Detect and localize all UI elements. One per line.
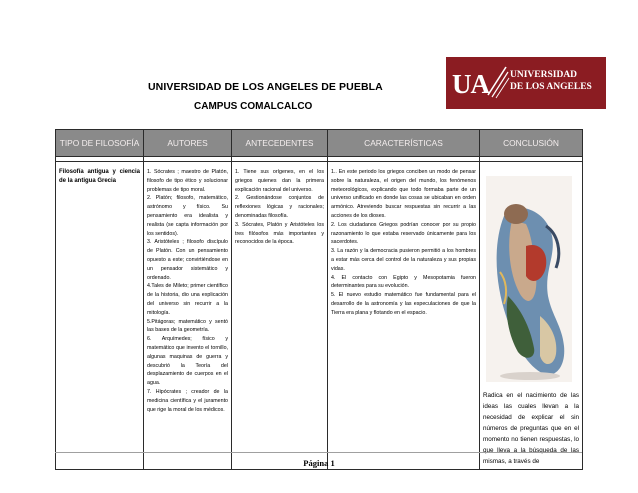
conclusion-text: Radica en el nacimiento de las ideas las cuales llevan a la necesidad de explicar el sin números de preguntas que en el momento no tienen respuestas, lo que lleva a la búsqueda de las mismas, a través de (483, 392, 579, 465)
column-header-caracteristicas: CARACTERÍSTICAS (328, 130, 480, 157)
conclusion-illustration (483, 168, 579, 378)
philosophy-table (55, 129, 583, 470)
caracteristica-item: 5. El nuevo estudio matemático fue fundamental para el desarrollo de la astronomía y las especulaciones de que la Tierra era plana y flotando en el espacio. (331, 292, 476, 316)
cell-antecedentes (232, 162, 328, 470)
caracteristica-item: 3. La razón y la democracia pusieron permitió a los hombres a estar más cerca del control de la naturaleza y sus propias vidas. (331, 248, 476, 272)
university-title: UNIVERSIDAD DE LOS ANGELES DE PUEBLA (148, 81, 383, 93)
caracteristica-item: 2. Los ciudadanos Griegos podrían conocer por su propio razonamiento lo que estaba reservado únicamente para los sacerdotes. (331, 221, 476, 246)
antecedente-item: 2. Gestionándose conjuntos de reflexiones lógicas y racionales; denominadas filosofía. (235, 195, 324, 219)
autor-item: 2. Platón; filosofo, matemático, astrónomo y físico. Su pensamiento era idealista y realista (se capta información por los sentidos). (147, 195, 228, 237)
autor-item: 6. Arquímedes; físico y matemático que invento el tornillo, algunas maquinas de guerra y descubrió la Teoría del desplazamiento de cuerpos en el agua. (147, 336, 228, 387)
column-header-autores: AUTORES (144, 130, 232, 157)
column-header-antecedentes: ANTECEDENTES (232, 130, 328, 157)
footer-divider (55, 452, 582, 453)
caracteristica-item: 1.. En este periodo los griegos conciben un modo de pensar sobre la naturaleza, el origen del mundo, los fenómenos meteorológicos, explicando que todo formaba parte de un universo unificado en donde las cosas se ubicaban en orden armónico. Atreviendo buscar respuestas sin recurrir a las acciones de los dioses. (331, 169, 476, 219)
table-row (56, 162, 583, 470)
antecedente-item: 3. Sócrates, Platón y Aristóteles los tres filósofos más importantes y reconocidos de la época. (235, 221, 324, 246)
column-header-conclusion: CONCLUSIÓN (480, 130, 583, 157)
page-number: Página 1 (303, 458, 335, 468)
logo-line-1: UNIVERSIDAD (510, 70, 578, 80)
university-logo (446, 57, 606, 109)
logo-name (510, 69, 592, 93)
logo-letters: UA (452, 69, 489, 99)
logo-wing-icon (486, 63, 510, 101)
crouching-figure-image (486, 176, 572, 382)
cell-tipo (56, 162, 144, 470)
caracteristica-item: 4. El contacto con Egipto y Mesopotamia fueron determinantes para su evolución. (331, 274, 476, 290)
campus-title: CAMPUS COMALCALCO (194, 101, 313, 112)
autor-item: 1. Sócrates ; maestro de Platón, filosofo de tipo ético y solucionar problemas de tipo moral. (147, 169, 228, 193)
column-header-tipo: TIPO DE FILOSOFÍA (56, 130, 144, 157)
cell-caracteristicas (328, 162, 480, 470)
autor-item: 4.Tales de Mileto; primer científico de la historia, dio una explicación del universo sin recurrir a la mitología. (147, 283, 228, 316)
table-header-row (56, 130, 583, 157)
antecedente-item: 1. Tiene sus orígenes, en el los griegos quienes dan la primera explicación racional del universo. (235, 169, 324, 193)
cell-conclusion (480, 162, 583, 470)
logo-line-2: DE LOS ANGELES (510, 82, 592, 92)
tipo-text: Filosofía antigua y ciencia de la antigua Grecia (59, 169, 140, 185)
autor-item: 7. Hipócrates ; creador de la medicina científica y el juramento que rige la moral de los médicos. (147, 388, 228, 413)
autor-item: 3. Aristóteles ; filosofo discípulo de Platón. Con un pensamiento opuesto a este; convirtiéndose en un pensador sistemático y ordenado. (147, 239, 228, 281)
cell-autores (144, 162, 232, 470)
autor-item: 5.Pitágoras; matemático y sentó las bases de la geometría. (147, 318, 228, 334)
